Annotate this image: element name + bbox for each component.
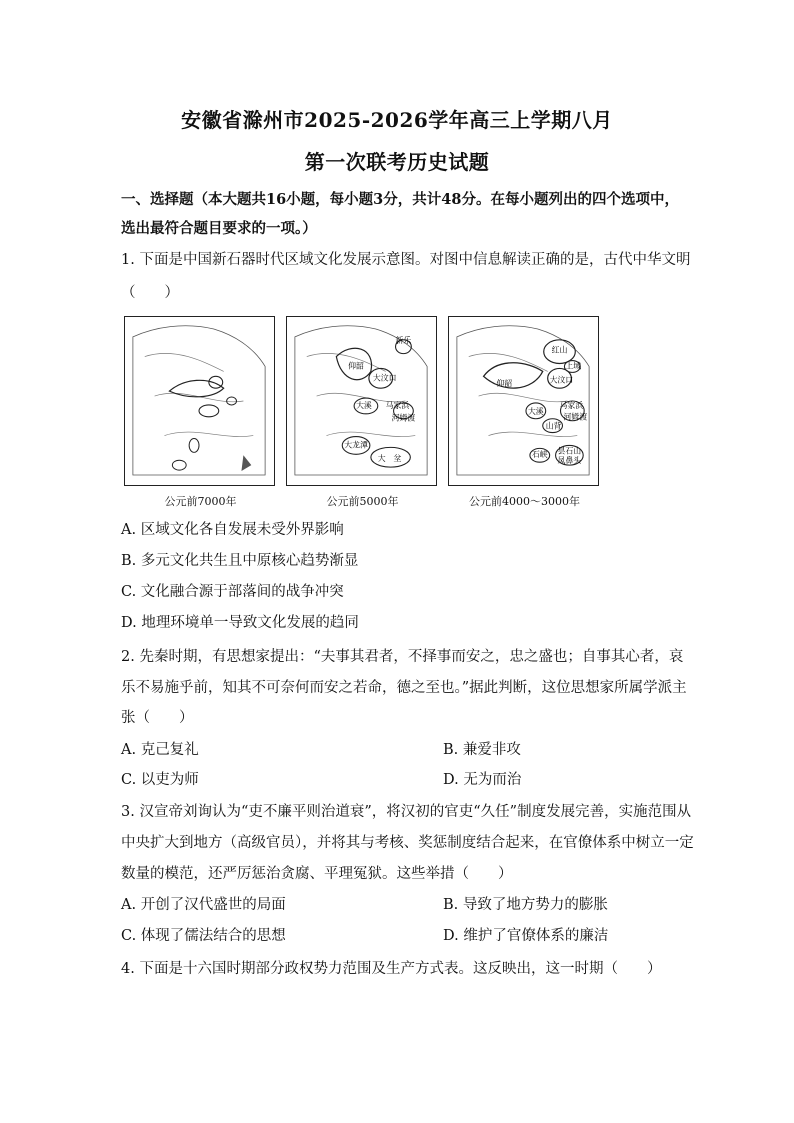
map2-label-daxi: 大溪 [356,400,372,410]
q1-option-b[interactable]: B. 多元文化共生且中原核心趋势渐显 [121,553,359,569]
map3-label-yangshao: 仰韶 [496,379,513,389]
map3-label-majiabang: 马家浜 [559,400,584,410]
map2-label-dawenkou: 大汶口 [372,373,397,383]
map3-label-dawenkou: 大汶口 [549,375,574,385]
q3-option-d[interactable]: D. 维护了官僚体系的廉洁 [443,928,609,944]
q1-stem: 1. 下面是中国新石器时代区域文化发展示意图。对图中信息解读正确的是，古代中华文明 [121,252,691,268]
q2-stem: 2. 先秦时期，有思想家提出：“夫事其君者，不择事而安之，忠之盛也；自事其心者，哀 [121,649,684,665]
q1-stem-bracket: （ ） [121,285,179,301]
map3-label-tanshishan: 昙石山 [557,446,582,456]
q3-option-b[interactable]: B. 导致了地方势力的膨胀 [443,897,608,913]
map2-label-xinle: 新乐 [395,335,412,345]
q4-stem: 4. 下面是十六国时期部分政权势力范围及生产方式表。这反映出，这一时期（ ） [121,961,662,977]
map-4000-3000bc-caption: 公元前4000～3000年 [469,495,580,508]
map-7000bc-graphic [125,317,274,485]
map3-label-daxi: 大溪 [527,406,544,416]
map3-label-shanbei: 山背 [545,421,562,431]
map3-label-shangyu: 上域 [565,361,582,371]
map-4000-3000bc [448,316,599,508]
q3-stem: 3. 汉宣帝刘询认为“吏不廉平则治道衰”，将汉初的官吏“久任”制度发展完善，实施范围从 [121,804,692,820]
q2-option-a[interactable]: A. 克己复礼 [121,742,199,758]
map-5000bc-caption: 公元前5000年 [326,495,399,508]
q2-stem-cont1: 乐不易施乎前，知其不可奈何而安之若命，德之至也。”据此判断，这位思想家所属学派主 [121,680,687,696]
map2-label-hemudu: 河姆渡 [391,413,416,423]
map3-label-hongshan: 红山 [551,345,568,355]
map-4000-3000bc-graphic [449,317,598,485]
exam-title-line2: 第一次联考历史试题 [304,150,490,174]
map3-label-shixia: 石峡 [531,450,548,460]
map2-label-dalongtan: 大龙潭 [344,440,368,450]
map-5000bc [286,316,437,508]
q2-option-c[interactable]: C. 以吏为师 [121,772,199,788]
map3-label-hemudu: 河姆渡 [563,412,588,422]
map-7000bc [124,316,275,508]
q2-option-d[interactable]: D. 无为而治 [443,772,522,788]
map-5000bc-graphic [287,317,436,485]
q1-maps [124,316,604,506]
q3-stem-cont2: 数量的模范，还严厉惩治贪腐、平理冤狱。这些举措（ ） [121,866,513,882]
section-heading: 一、选择题（本大题共16小题，每小题3分，共计48分。在每小题列出的四个选项中， [121,191,679,208]
q1-option-d[interactable]: D. 地理环境单一导致文化发展的趋同 [121,615,359,631]
section-heading-cont: 选出最符合题目要求的一项。） [121,220,317,237]
q2-stem-cont2: 张（ ） [121,710,194,726]
q3-stem-cont1: 中央扩大到地方（高级官员），并将其与考核、奖惩制度结合起来，在官僚体系中树立一定 [121,835,694,851]
q2-option-b[interactable]: B. 兼爱非攻 [443,742,521,758]
map2-label-majiabang: 马家浜 [385,400,410,410]
q3-option-c[interactable]: C. 体现了儒法结合的思想 [121,928,286,944]
q3-option-a[interactable]: A. 开创了汉代盛世的局面 [121,897,286,913]
map3-label-fengbitou: 凤鼻头 [557,456,582,466]
map-7000bc-caption: 公元前7000年 [164,495,237,508]
map2-label-yangshao: 仰韶 [348,361,364,371]
q1-option-a[interactable]: A. 区域文化各自发展未受外界影响 [121,522,344,538]
exam-title-line1: 安徽省滁州市2025-2026学年高三上学期八月 [181,108,613,132]
q1-option-c[interactable]: C. 文化融合源于部落间的战争冲突 [121,584,344,600]
map2-label-daben: 大 坌 [377,454,402,464]
